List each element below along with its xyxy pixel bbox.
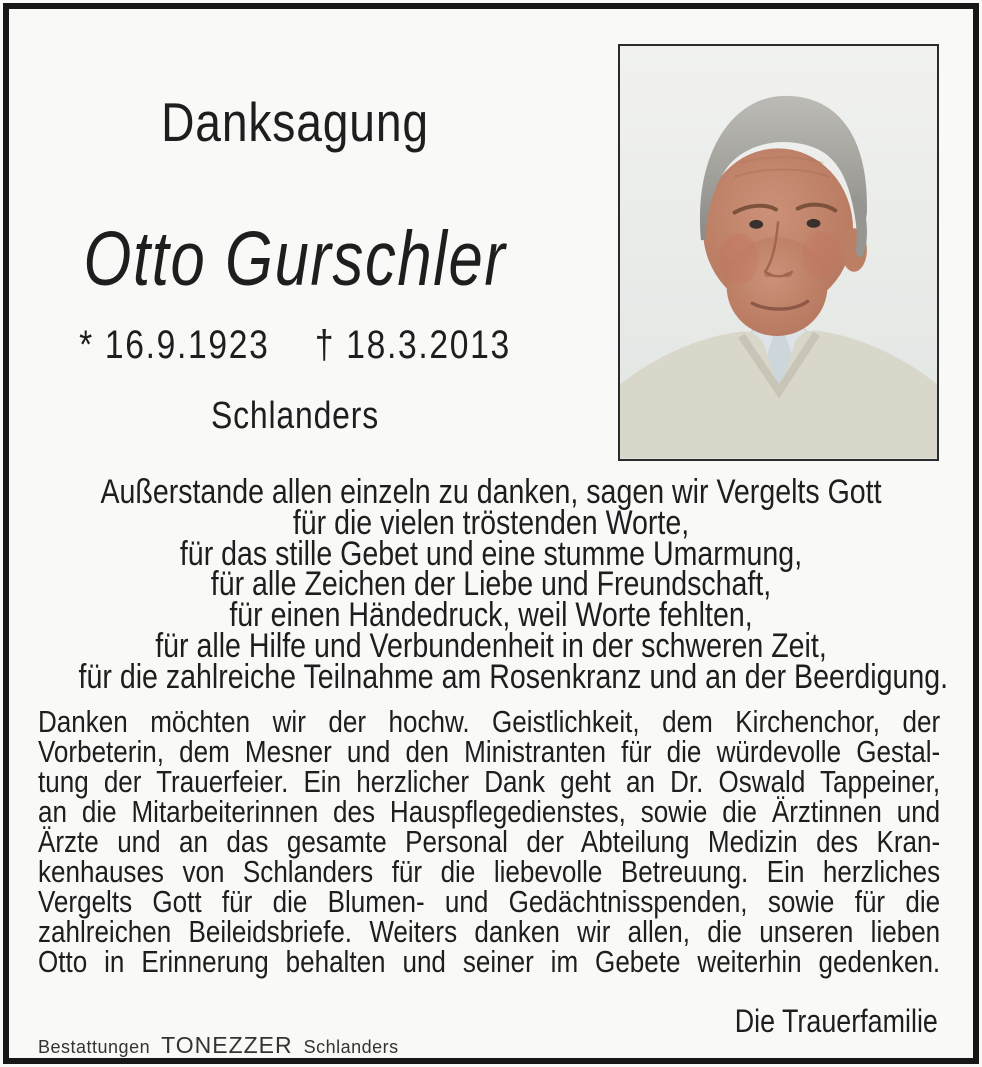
footer-prefix: Bestattungen	[38, 1037, 151, 1057]
thanks-line: für die zahlreiche Teilnahme am Rosenkranz und an der Beerdigung.	[78, 657, 949, 696]
acknowledgement-paragraph	[38, 704, 941, 979]
paragraph-line: Ärzte und an das gesamte Personal der Abteilung Medizin des Kran-	[38, 824, 941, 859]
place-name: Schlanders	[210, 395, 380, 437]
thanks-line: für alle Zeichen der Liebe und Freundschaft,	[210, 565, 772, 604]
closing-signature: Die Trauerfamilie	[734, 1003, 938, 1039]
paragraph-line: an die Mitarbeiterinnen des Hauspflegedienstes, sowie die Ärztinnen und	[38, 794, 941, 829]
paragraph-line: tung der Trauerfeier. Ein herzlicher Dank geht an Dr. Oswald Tappeiner,	[38, 764, 941, 799]
portrait-illustration	[620, 46, 937, 459]
paragraph-line: zahlreichen Beileidsbriefe. Weiters danken wir allen, die unseren lieben	[38, 914, 941, 949]
paragraph-line: kenhauses von Schlanders für die liebevolle Betreuung. Ein herzliches	[38, 854, 941, 889]
footer-suffix: Schlanders	[303, 1037, 399, 1057]
portrait-photo	[618, 44, 939, 461]
paragraph-line: Danken möchten wir der hochw. Geistlichkeit, dem Kirchenchor, der	[38, 704, 941, 739]
death-date: † 18.3.2013	[314, 323, 511, 367]
page-title: Danksagung	[161, 91, 429, 153]
thanks-verse	[0, 473, 982, 696]
thanks-line: Außerstande allen einzeln zu danken, sagen wir Vergelts Gott	[100, 473, 882, 511]
thanks-line: für die vielen tröstenden Worte,	[292, 503, 690, 542]
thanks-line: für alle Hilfe und Verbundenheit in der schweren Zeit,	[155, 626, 827, 665]
footer-brand: TONEZZER	[161, 1032, 293, 1058]
deceased-name: Otto Gurschler	[83, 216, 507, 302]
paragraph-line: Vergelts Gott für die Blumen- und Gedächtnisspenden, sowie für die	[38, 884, 941, 919]
thanks-line: für einen Händedruck, weil Worte fehlten,	[229, 596, 753, 635]
funeral-home-footer	[38, 1032, 399, 1059]
life-dates	[56, 325, 535, 365]
birth-date: * 16.9.1923	[79, 323, 270, 367]
paragraph-line: Vorbeterin, dem Mesner und den Ministranten für die würdevolle Gestal-	[38, 734, 941, 769]
thanks-line: für das stille Gebet und eine stumme Umarmung,	[179, 534, 803, 573]
paragraph-line: Otto in Erinnerung behalten und seiner im Gebete weiterhin gedenken.	[38, 944, 941, 979]
